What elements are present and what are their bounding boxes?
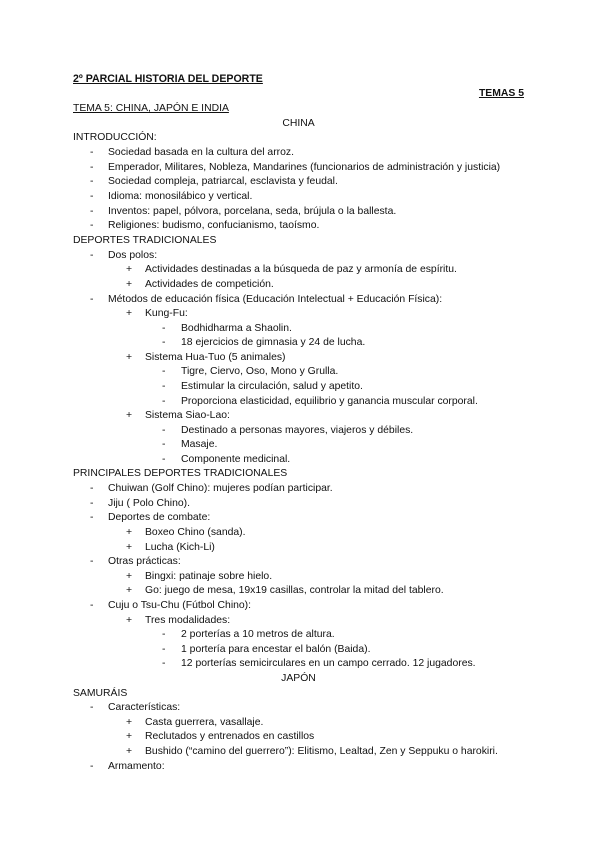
list-item: Métodos de educación física (Educación Intelectual + Educación Física): — [108, 294, 443, 305]
plus-marker: + — [126, 527, 133, 538]
dash-marker: - — [162, 658, 166, 669]
list-item: 12 porterías semicirculares en un campo cerrado. 12 jugadores. — [181, 658, 476, 669]
list-item: Emperador, Militares, Nobleza, Mandarines (funcionarios de administración y justicia) — [108, 162, 501, 173]
dash-marker: - — [90, 512, 94, 523]
list-item: Sistema Siao-Lao: — [145, 410, 230, 421]
list-item: Dos polos: — [108, 250, 158, 261]
dash-marker: - — [90, 498, 94, 509]
china-heading: CHINA — [282, 118, 315, 129]
plus-marker: + — [126, 308, 133, 319]
list-item: Reclutados y entrenados en castillos — [145, 731, 315, 742]
intro-heading: INTRODUCCIÓN: — [73, 132, 157, 143]
dash-marker: - — [90, 191, 94, 202]
plus-marker: + — [126, 352, 133, 363]
list-item: Sociedad basada en la cultura del arroz. — [108, 147, 294, 158]
plus-marker: + — [126, 585, 133, 596]
plus-marker: + — [126, 615, 133, 626]
dash-marker: - — [90, 702, 94, 713]
dash-marker: - — [162, 644, 166, 655]
list-item: Religiones: budismo, confucianismo, taoísmo. — [108, 220, 320, 231]
tema-heading: TEMA 5: CHINA, JAPÓN E INDIA — [73, 103, 229, 114]
list-item: Cuju o Tsu-Chu (Fútbol Chino): — [108, 600, 252, 611]
dash-marker: - — [90, 761, 94, 772]
list-item: Casta guerrera, vasallaje. — [145, 717, 264, 728]
dash-marker: - — [90, 162, 94, 173]
dash-marker: - — [162, 454, 166, 465]
list-item: 1 portería para encestar el balón (Baida). — [181, 644, 371, 655]
list-item: Armamento: — [108, 761, 165, 772]
list-item: Sociedad compleja, patriarcal, esclavista y feudal. — [108, 176, 338, 187]
list-item: Lucha (Kich-Li) — [145, 542, 215, 553]
list-item: Inventos: papel, pólvora, porcelana, seda, brújula o la ballesta. — [108, 206, 397, 217]
dash-marker: - — [162, 629, 166, 640]
list-item: Bushido (“camino del guerrero”): Elitismo, Lealtad, Zen y Seppuku o harokiri. — [145, 746, 498, 757]
dash-marker: - — [162, 425, 166, 436]
samurais-heading: SAMURÁIS — [73, 688, 128, 699]
plus-marker: + — [126, 264, 133, 275]
dash-marker: - — [162, 337, 166, 348]
dash-marker: - — [90, 147, 94, 158]
list-item: Tigre, Ciervo, Oso, Mono y Grulla. — [181, 366, 339, 377]
principales-heading: PRINCIPALES DEPORTES TRADICIONALES — [73, 468, 288, 479]
dash-marker: - — [90, 600, 94, 611]
list-item: 18 ejercicios de gimnasia y 24 de lucha. — [181, 337, 366, 348]
dash-marker: - — [162, 439, 166, 450]
list-item: Características: — [108, 702, 181, 713]
list-item: Idioma: monosilábico y vertical. — [108, 191, 253, 202]
dash-marker: - — [162, 323, 166, 334]
list-item: Sistema Hua-Tuo (5 animales) — [145, 352, 286, 363]
dash-marker: - — [162, 381, 166, 392]
list-item: Actividades destinadas a la búsqueda de paz y armonía de espíritu. — [145, 264, 457, 275]
plus-marker: + — [126, 746, 133, 757]
list-item: Bodhidharma a Shaolin. — [181, 323, 292, 334]
list-item: Jiju ( Polo Chino). — [108, 498, 191, 509]
dash-marker: - — [90, 176, 94, 187]
dash-marker: - — [90, 206, 94, 217]
list-item: Proporciona elasticidad, equilibrio y ganancia muscular corporal. — [181, 396, 478, 407]
japon-heading: JAPÓN — [281, 673, 316, 684]
dash-marker: - — [90, 220, 94, 231]
list-item: Go: juego de mesa, 19x19 casillas, controlar la mitad del tablero. — [145, 585, 444, 596]
list-item: Deportes de combate: — [108, 512, 211, 523]
list-item: Bingxi: patinaje sobre hielo. — [145, 571, 273, 582]
tradicionales-heading: DEPORTES TRADICIONALES — [73, 235, 217, 246]
dash-marker: - — [90, 250, 94, 261]
list-item: Otras prácticas: — [108, 556, 181, 567]
list-item: Masaje. — [181, 439, 218, 450]
document-title: 2º PARCIAL HISTORIA DEL DEPORTE — [73, 73, 263, 85]
list-item: Componente medicinal. — [181, 454, 291, 465]
temas-label: TEMAS 5 — [478, 88, 524, 99]
dash-marker: - — [162, 396, 166, 407]
plus-marker: + — [126, 717, 133, 728]
plus-marker: + — [126, 571, 133, 582]
list-item: Boxeo Chino (sanda). — [145, 527, 246, 538]
plus-marker: + — [126, 279, 133, 290]
plus-marker: + — [126, 542, 133, 553]
plus-marker: + — [126, 410, 133, 421]
list-item: 2 porterías a 10 metros de altura. — [181, 629, 335, 640]
list-item: Estimular la circulación, salud y apetito. — [181, 381, 363, 392]
list-item: Kung-Fu: — [145, 308, 188, 319]
list-item: Destinado a personas mayores, viajeros y débiles. — [181, 425, 414, 436]
dash-marker: - — [162, 366, 166, 377]
list-item: Tres modalidades: — [145, 615, 231, 626]
list-item: Chuiwan (Golf Chino): mujeres podían participar. — [108, 483, 333, 494]
dash-marker: - — [90, 483, 94, 494]
list-item: Actividades de competición. — [145, 279, 274, 290]
dash-marker: - — [90, 294, 94, 305]
plus-marker: + — [126, 731, 133, 742]
dash-marker: - — [90, 556, 94, 567]
